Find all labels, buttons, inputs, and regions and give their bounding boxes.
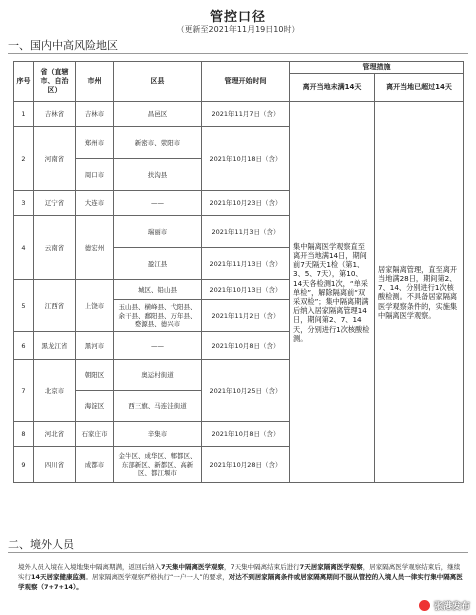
header-province: 省（直辖市、自治区） xyxy=(34,62,76,102)
row-district: 扶沟县 xyxy=(114,159,202,191)
row-city: 德宏州 xyxy=(76,216,114,280)
row-district: 昌邑区 xyxy=(114,102,202,127)
row-district: 金牛区、成华区、郫都区、东部新区、新都区、高新区、都江堰市 xyxy=(114,447,202,483)
row-start-time: 2021年11月7日（含） xyxy=(202,102,290,127)
row-no: 3 xyxy=(14,191,34,216)
row-start-time: 2021年10月13日（含） xyxy=(202,280,290,300)
row-start-time: 2021年10月28日（含） xyxy=(202,447,290,483)
watermark xyxy=(418,599,470,612)
row-district: —— xyxy=(114,191,202,216)
section1-heading: 一、国内中高风险地区 xyxy=(8,39,118,52)
row-no: 7 xyxy=(14,360,34,422)
header-no: 序号 xyxy=(14,62,34,102)
row-no: 1 xyxy=(14,102,34,127)
row-district: 新密市、荥阳市 xyxy=(114,127,202,159)
row-city: 黑河市 xyxy=(76,332,114,360)
row-no: 8 xyxy=(14,422,34,447)
row-province: 北京市 xyxy=(34,360,76,422)
row-district: 玉山县、横峰县、弋阳县、余干县、鄱阳县、万年县、婺源县、德兴市 xyxy=(114,300,202,332)
header-district: 区县 xyxy=(114,62,202,102)
divider xyxy=(8,552,468,553)
row-city: 朝阳区 xyxy=(76,360,114,391)
measure-over-14-days: 居家隔离管理，直至离开当地满28日，期间第2、7、14、分别进行1次核酸检测。不具备居家隔离医学观察条件的，实施集中隔离医学观察。 xyxy=(375,102,464,483)
row-start-time: 2021年10月8日（含） xyxy=(202,422,290,447)
table-row xyxy=(14,102,464,127)
row-start-time: 2021年11月3日（含） xyxy=(202,216,290,248)
row-start-time: 2021年10月25日（含） xyxy=(202,360,290,422)
row-city: 上饶市 xyxy=(76,280,114,332)
row-province: 吉林省 xyxy=(34,102,76,127)
header-start-time: 管理开始时间 xyxy=(202,62,290,102)
row-no: 5 xyxy=(14,280,34,332)
row-city: 吉林市 xyxy=(76,102,114,127)
header-left-over-14-days: 离开当地已超过14天 xyxy=(375,74,464,102)
watermark-text: 张港发布 xyxy=(433,602,470,612)
row-district: 瑞丽市 xyxy=(114,216,202,248)
risk-area-table xyxy=(13,61,464,483)
row-city: 成都市 xyxy=(76,447,114,483)
row-district: 盈江县 xyxy=(114,248,202,280)
row-province: 河北省 xyxy=(34,422,76,447)
row-province: 辽宁省 xyxy=(34,191,76,216)
header-city: 市州 xyxy=(76,62,114,102)
row-district: 城区、铅山县 xyxy=(114,280,202,300)
row-no: 2 xyxy=(14,127,34,191)
row-start-time: 2021年10月18日（含） xyxy=(202,127,290,191)
section2-heading: 二、境外人员 xyxy=(8,538,74,551)
row-start-time: 2021年11月13日（含） xyxy=(202,248,290,280)
header-left-not-14-days: 离开当地未满14天 xyxy=(290,74,375,102)
divider xyxy=(8,53,468,54)
row-start-time: 2021年10月23日（含） xyxy=(202,191,290,216)
logo-icon xyxy=(418,599,431,612)
row-province: 四川省 xyxy=(34,447,76,483)
row-no: 9 xyxy=(14,447,34,483)
overseas-paragraph: 境外人员入境在入境地集中隔离期满，返回后纳入7天集中隔离医学观察，7天集中隔离结束后进行7天居家隔离医学观察，居家隔离医学观察结束后，继续实行14天居家健康监测。居家隔离医学观察严格执行“一户一人”的要求，对达不到居家隔离条件或居家隔离期间不服从管控的入境人员一律实行集中隔离医学观察（7+7+14）。 xyxy=(18,563,463,592)
row-city: 周口市 xyxy=(76,159,114,191)
row-district: 奥运村街道 xyxy=(114,360,202,391)
row-city: 石家庄市 xyxy=(76,422,114,447)
row-province: 云南省 xyxy=(34,216,76,280)
row-district: 辛集市 xyxy=(114,422,202,447)
row-city: 郑州市 xyxy=(76,127,114,159)
row-city: 海淀区 xyxy=(76,391,114,422)
row-start-time: 2021年10月8日（含） xyxy=(202,332,290,360)
row-district: 西三旗、马连洼街道 xyxy=(114,391,202,422)
row-no: 4 xyxy=(14,216,34,280)
header-measures: 管理措施 xyxy=(290,62,464,74)
update-time: （更新至2021年11月19日10时） xyxy=(176,25,300,34)
row-province: 河南省 xyxy=(34,127,76,191)
measure-not-14-days: 集中隔离医学观察直至离开当地满14日，期间前7天隔天1检（第1、3、5、7天），第10、14天各检测1次，“单采单检”，解除隔离前“双采双检”；集中隔离期满后纳入居家隔离管理14日，期间第2、7、14天，分别进行1次核酸检测。 xyxy=(290,102,375,483)
row-district: —— xyxy=(114,332,202,360)
row-city: 大连市 xyxy=(76,191,114,216)
row-province: 黑龙江省 xyxy=(34,332,76,360)
page-title: 管控口径 xyxy=(209,10,266,25)
row-start-time: 2021年11月2日（含） xyxy=(202,300,290,332)
row-province: 江西省 xyxy=(34,280,76,332)
row-no: 6 xyxy=(14,332,34,360)
